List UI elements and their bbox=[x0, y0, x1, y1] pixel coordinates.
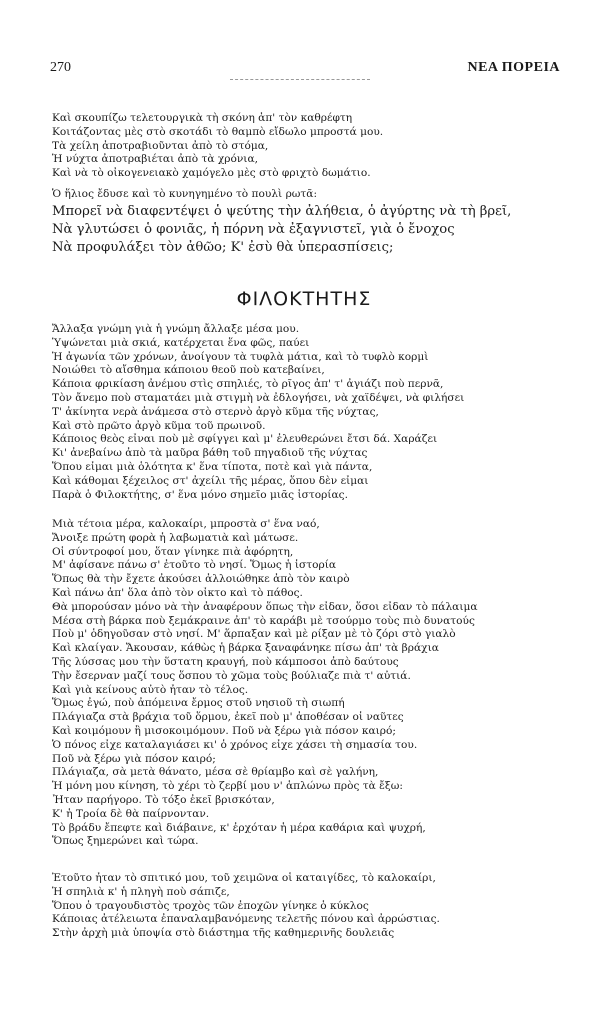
stanza-5 bbox=[52, 872, 568, 941]
verse-line: Ἡ μόνη μου κίνηση, τὸ χέρι τὸ ζερβί μου ν' ἁπλώνω πρὸς τὰ ἔξω: bbox=[52, 780, 403, 793]
verse-line: Καὶ νὰ τὸ οἰκογενειακὸ χαμόγελο μὲς στὸ φριχτὸ δωμάτιο. bbox=[52, 167, 371, 180]
verse-line: Καὶ πάνω ἀπ' ὅλα ἀπὸ τὸν οἶκτο καὶ τὸ πάθος. bbox=[52, 586, 303, 599]
verse-line: Καὶ κλαίγαν. Ἄκουσαν, κάθὼς ἡ βάρκα ξαναφάνηκε πίσω ἀπ' τὰ βράχια bbox=[52, 642, 439, 655]
verse-line: Μέσα στὴ βάρκα ποὺ ξεμάκραινε ἀπ' τὸ καράβι μὲ τσούρμο τοὺς πιὸ δυνατούς bbox=[52, 614, 475, 627]
verse-line: Ἦταν παρήγορο. Τὸ τόξο ἐκεῖ βρισκόταν, bbox=[52, 793, 275, 806]
verse-line: Κι' ἀνεβαίνω ἀπὸ τὰ μαῦρα βάθη τοῦ πηγαδιοῦ τῆς νύχτας bbox=[52, 447, 368, 460]
verse-line: Ἡ σπηλιὰ κ' ἡ πληγὴ ποὺ σάπιζε, bbox=[52, 885, 230, 898]
verse-line: Καὶ κοιμόμουν ἢ μισοκοιμόμουν. Ποῦ νὰ ξέρω γιὰ πόσον καιρό; bbox=[52, 724, 396, 737]
verse-line: Ἡ ἀγωνία τῶν χρόνων, ἀνοίγουν τὰ τυφλὰ μάτια, καὶ τὸ τυφλὸ κορμὶ bbox=[52, 350, 429, 363]
intro-line: Ὁ ἥλιος ἔδυσε καὶ τὸ κυνηγημένο τὸ πουλὶ ρωτᾶ: bbox=[52, 188, 318, 200]
verse-line: Νὰ προφυλάξει τὸν ἀθῶο; Κ' ἐσὺ θὰ ὑπερασπίσεις; bbox=[52, 239, 394, 255]
verse-line: Ἡ νύχτα ἀποτραβιέται ἀπὸ τὰ χρόνια, bbox=[52, 153, 258, 166]
verse-line: Ἐτοῦτο ἦταν τὸ σπιτικό μου, τοῦ χειμῶνα οἱ καταιγίδες, τὸ καλοκαίρι, bbox=[52, 872, 436, 884]
verse-line: Τ' ἀκίνητα νερὰ ἀνάμεσα στὸ στερνὸ ἀργὸ κῦμα τῆς νύχτας, bbox=[52, 405, 379, 418]
verse-line: Τὸ βράδυ ἔπεφτε καὶ διάβαινε, κ' ἐρχόταν ἡ μέρα καθάρια καὶ ψυχρή, bbox=[52, 821, 426, 834]
verse-line: Τὸν ἄνεμο ποὺ σταματάει μιὰ στιγμὴ νὰ ἐδλογήσει, νὰ χαϊδέψει, νὰ φιλήσει bbox=[52, 391, 465, 404]
stanza-1 bbox=[52, 112, 568, 181]
verse-line: Νοιώθει τὸ αἴσθημα κάποιου θεοῦ ποὺ κατεβαίνει, bbox=[52, 364, 325, 377]
verse-line: Μιὰ τέτοια μέρα, καλοκαίρι, μπροστὰ σ' ἕνα ναό, bbox=[52, 518, 320, 530]
verse-line: Ὅπως ξημερώνει καὶ τώρα. bbox=[52, 835, 199, 848]
verse-line: Καὶ σκουπίζω τελετουργικὰ τὴ σκόνη ἀπ' τὸν καθρέφτη bbox=[52, 112, 353, 124]
verse-line: Ὁ πόνος εἶχε καταλαγιάσει κι' ὁ χρόνος εἶχε χάσει τὴ σημασία του. bbox=[52, 738, 418, 751]
verse-line: Τὴν ἔσερναν μαζί τους ὅσπου τὸ χῶμα τοὺς βούλιαζε πιὰ τ' αὐτιά. bbox=[52, 669, 411, 682]
verse-line: Κ' ἡ Τροία δὲ θὰ παίρνονταν. bbox=[52, 807, 210, 820]
verse-line: Κάποιος θεὸς εἶναι ποὺ μὲ σφίγγει καὶ μ' ἐλευθερώνει ἔτσι δά. Χαράζει bbox=[52, 433, 438, 446]
header-rule bbox=[230, 79, 370, 80]
verse-line: Ἄνοιξε πρώτη φορὰ ἡ λαβωματιὰ καὶ μάτωσε. bbox=[52, 531, 299, 544]
verse-line: Ὅμως ἐγώ, ποὺ ἀπόμεινα ἔρμος στοῦ νησιοῦ τὴ σιωπή bbox=[52, 697, 345, 710]
running-title: ΝΕΑ ΠΟΡΕΙΑ bbox=[467, 60, 560, 75]
verse-line: Ὅπως θὰ τὴν ἔχετε ἀκούσει ἀλλοιώθηκε ἀπὸ τὸν καιρὸ bbox=[52, 573, 350, 586]
verse-line: Ὑψώνεται μιὰ σκιά, κατέρχεται ἕνα φῶς, παύει bbox=[52, 336, 310, 349]
verse-line: Οἱ σύντροφοί μου, ὅταν γίνηκε πιὰ ἀφόρητη, bbox=[52, 545, 294, 558]
verse-line: Θὰ μπορούσαν μόνο νὰ τὴν ἀναφέρουν ὅπως τὴν εἶδαν, ὅσοι εἶδαν τὸ πάλαιμα bbox=[52, 600, 478, 613]
intro-block bbox=[52, 188, 568, 202]
verse-line: Κάποια φρικίαση ἀνέμου στὶς σπηλιές, τὸ ρῖγος ἀπ' τ' ἀγιάζι ποὺ περνᾶ, bbox=[52, 378, 444, 391]
verse-line: Μ' ἀφίσανε πάνω σ' ἐτοῦτο τὸ νησί. Ὅμως ἡ ἱστορία bbox=[52, 559, 336, 572]
verse-line: Τῆς λύσσας μου τὴν ὕστατη κραυγή, ποὺ κάμποσοι ἀπὸ δαύτους bbox=[52, 655, 399, 668]
verse-line: Κοιτάζοντας μὲς στὸ σκοτάδι τὸ θαμπὸ εἴδωλο μπροστά μου. bbox=[52, 125, 384, 138]
verse-line: Πλάγιαζα στὰ βράχια τοῦ ὅρμου, ἐκεῖ ποὺ μ' ἀποθέσαν οἱ ναῦτες bbox=[52, 711, 404, 724]
verse-line: Νὰ γλυτώσει ὁ φονιᾶς, ἡ πόρνη νὰ ἐξαγνιστεῖ, γιὰ ὁ ἔνοχος bbox=[52, 221, 455, 237]
verse-line: Ὅπου ὁ τραγουδιστὸς τροχὸς τῶν ἐποχῶν γίνηκε ὁ κύκλος bbox=[52, 899, 369, 912]
page-number: 270 bbox=[50, 60, 71, 75]
verse-line: Στὴν ἀρχὴ μιὰ ὑποψία στὸ διάστημα τῆς καθημερινῆς δουλειᾶς bbox=[52, 927, 395, 940]
page-header bbox=[50, 60, 560, 82]
verse-line: Τὰ χείλη ἀποτραβιοῦνται ἀπὸ τὸ στόμα, bbox=[52, 139, 269, 152]
verse-line: Ποὺ μ' ὁδηγοῦσαν στὸ νησί. Μ' ἅρπαξαν καὶ μὲ ρίξαν μὲ τὸ ζόρι στὸ γιαλὸ bbox=[52, 628, 456, 641]
stanza-4 bbox=[52, 518, 568, 849]
poem-title: ΦΙΛΟΚΤΗΤΗΣ bbox=[236, 288, 372, 310]
stanza-3 bbox=[52, 323, 568, 502]
verse-line: Κάποιας ἀτέλειωτα ἐπαναλαμβανόμενης τελετῆς πόνου καὶ ἀρρώστιας. bbox=[52, 913, 440, 926]
verse-line: Καὶ γιὰ κείνους αὐτὸ ἦταν τὸ τέλος. bbox=[52, 683, 249, 696]
stanza-2 bbox=[52, 203, 568, 256]
verse-line: Ἄλλαξα γνώμη γιὰ ἡ γνώμη ἄλλαξε μέσα μου. bbox=[52, 323, 300, 335]
verse-line: Πλάγιαζα, σὰ μετὰ θάνατο, μέσα σὲ θρίαμβο καὶ σὲ γαλήνη, bbox=[52, 766, 379, 779]
verse-line: Ποῦ νὰ ξέρω γιὰ πόσον καιρό; bbox=[52, 752, 216, 765]
verse-line: Παρὰ ὁ Φιλοκτήτης, σ' ἕνα μόνο σημεῖο μιᾶς ἱστορίας. bbox=[52, 488, 348, 501]
verse-line: Καὶ κάθομαι ξέχειλος στ' ἀχείλι τῆς μέρας, ὅπου δὲν εἶμαι bbox=[52, 474, 369, 487]
verse-line: Μπορεῖ νὰ διαφεντέψει ὁ ψεύτης τὴν ἀλήθεια, ὁ ἀγύρτης νὰ τὴ βρεῖ, bbox=[52, 204, 512, 219]
verse-line: Καὶ στὸ πρῶτο ἀργὸ κῦμα τοῦ πρωινοῦ. bbox=[52, 419, 266, 432]
verse-line: Ὅπου εἶμαι μιὰ ὁλότητα κ' ἕνα τίποτα, ποτὲ καὶ γιὰ πάντα, bbox=[52, 460, 373, 473]
